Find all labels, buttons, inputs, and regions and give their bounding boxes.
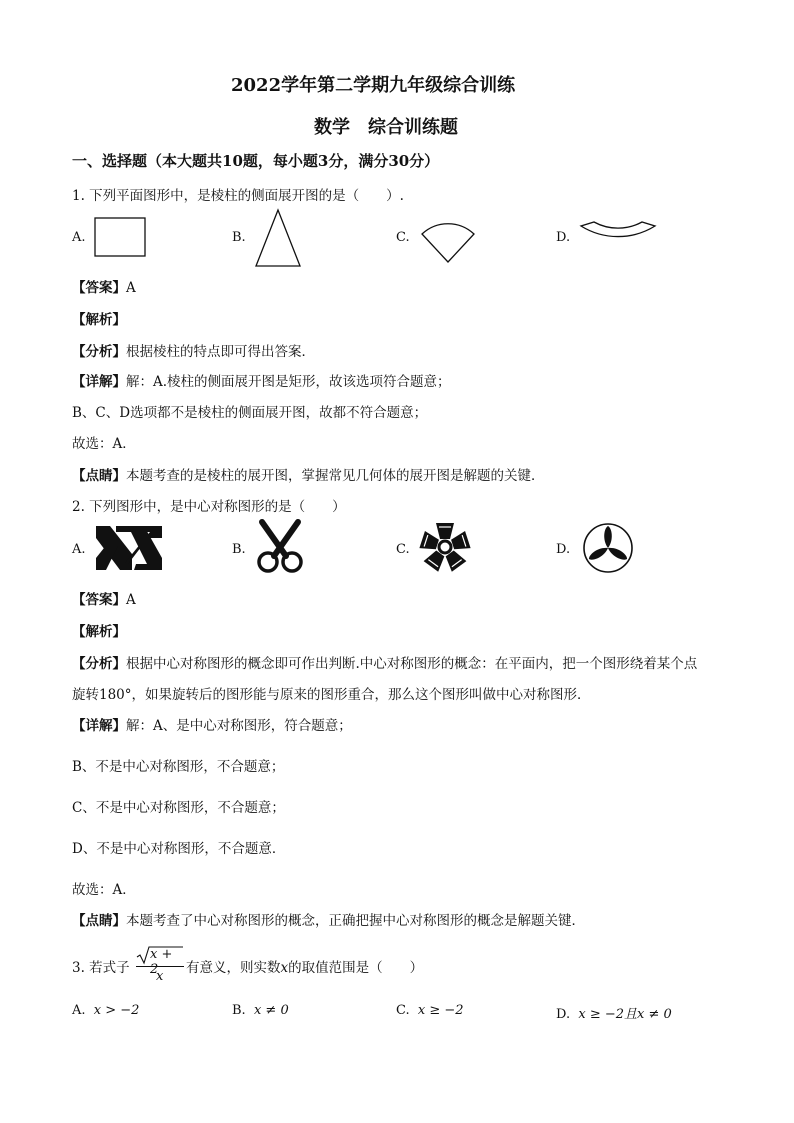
annular-sector-figure xyxy=(578,218,658,258)
option-label: D. xyxy=(556,1007,571,1022)
q1-xiangjie xyxy=(72,370,451,390)
option-expr: x ≠ 0 xyxy=(253,1003,289,1018)
xiangjie-tag: 【详解】 xyxy=(72,374,126,390)
q2-fenxi xyxy=(72,652,697,672)
answer-value: A xyxy=(126,280,136,296)
q2-xiangjie xyxy=(72,714,352,734)
q1-answer xyxy=(72,276,136,296)
fraction-bar xyxy=(136,966,184,967)
dianjing-tag: 【点睛】 xyxy=(72,468,126,484)
answer-tag: 【答案】 xyxy=(72,592,126,608)
xiangjie-tag: 【详解】 xyxy=(72,718,126,734)
q2-answer xyxy=(72,588,136,608)
page-title: 2022学年第二学期九年级综合训练 xyxy=(231,75,516,96)
q1-fenxi xyxy=(72,340,315,360)
option-label: B. xyxy=(232,1003,246,1018)
stem-post-text: 有意义，则实数 xyxy=(186,960,281,976)
fenxi-text: 根据棱柱的特点即可得出答案． xyxy=(126,344,315,360)
dianjing-text: 本题考查了中心对称图形的概念，正确把握中心对称图形的概念是解题关键． xyxy=(126,913,585,929)
q1-option-b-label: B. xyxy=(232,230,246,245)
x-letter-figure xyxy=(94,524,164,572)
option-label: A. xyxy=(72,1003,86,1018)
q1-analysis-tag: 【解析】 xyxy=(72,312,126,328)
sector-figure xyxy=(416,212,480,264)
fraction-numerator: x + 2 xyxy=(150,947,173,977)
q2-d-line: D、不是中心对称图形，不合题意． xyxy=(72,841,286,857)
q3-option-b xyxy=(232,1003,289,1018)
q1-option-d-label: D. xyxy=(556,230,571,245)
dianjing-tag: 【点睛】 xyxy=(72,913,126,929)
xiangjie-text: 解：A、是中心对称图形，符合题意； xyxy=(126,718,352,734)
option-label: C. xyxy=(396,1003,410,1018)
q1-option-a-label: A. xyxy=(72,230,86,245)
q1-choose: 故选：A． xyxy=(72,436,136,452)
three-blade-circle-figure xyxy=(582,522,634,574)
q2-stem: 2. 下列图形中，是中心对称图形的是（ ） xyxy=(72,499,346,515)
triangle-figure xyxy=(254,208,302,268)
q3-fraction xyxy=(136,944,184,986)
q2-option-d-label: D. xyxy=(556,542,571,557)
answer-value: A xyxy=(126,592,136,608)
stem-end-text: 的取值范围是（ ） xyxy=(288,960,424,976)
q2-dianjing xyxy=(72,909,585,929)
q3-stem-pre: 3. 若式子 xyxy=(72,960,130,976)
q2-option-a-label: A. xyxy=(72,542,86,557)
q2-c-line: C、不是中心对称图形，不合题意； xyxy=(72,800,285,816)
xiangjie-text: 解：A.棱柱的侧面展开图是矩形，故该选项符合题意； xyxy=(126,374,451,390)
q2-fenxi-cont: 旋转180°，如果旋转后的图形能与原来的图形重合，那么这个图形叫做中心对称图形． xyxy=(72,687,591,703)
option-expr: x ≥ −2且x ≠ 0 xyxy=(578,1007,672,1022)
fenxi-text-1: 根据中心对称图形的概念即可作出判断.中心对称图形的概念：在平面内，把一个图形绕着某个点 xyxy=(126,656,698,672)
q1-line2: B、C、D选项都不是棱柱的侧面展开图，故都不符合题意； xyxy=(72,405,428,421)
page-subtitle: 数学 综合训练题 xyxy=(314,117,458,138)
option-expr: x ≥ −2 xyxy=(417,1003,464,1018)
q3-option-c xyxy=(396,1003,464,1018)
q1-dianjing xyxy=(72,464,545,484)
section-heading: 一、选择题（本大题共10题，每小题3分，满分30分） xyxy=(72,152,440,170)
q2-option-b-label: B. xyxy=(232,542,246,557)
q3-option-d xyxy=(556,1003,672,1022)
gear-pattern-figure xyxy=(418,520,472,574)
scissors-figure xyxy=(254,520,306,574)
q2-choose: 故选：A． xyxy=(72,882,136,898)
q3-option-a xyxy=(72,1003,139,1018)
q1-stem: 1. 下列平面图形中，是棱柱的侧面展开图的是（ ）. xyxy=(72,188,404,204)
fenxi-tag: 【分析】 xyxy=(72,656,126,672)
q2-option-c-label: C. xyxy=(396,542,410,557)
q1-option-c-label: C. xyxy=(396,230,410,245)
fraction-denominator: x xyxy=(156,969,164,984)
dianjing-text: 本题考查的是棱柱的展开图，掌握常见几何体的展开图是解题的关键． xyxy=(126,468,545,484)
variable-x: x xyxy=(280,960,289,976)
q2-b-line: B、不是中心对称图形，不合题意； xyxy=(72,759,285,775)
q2-analysis-tag: 【解析】 xyxy=(72,624,126,640)
answer-tag: 【答案】 xyxy=(72,280,126,296)
rectangle-figure xyxy=(94,217,146,257)
fenxi-tag: 【分析】 xyxy=(72,344,126,360)
q3-stem-post xyxy=(186,956,423,976)
option-expr: x > −2 xyxy=(93,1003,140,1018)
